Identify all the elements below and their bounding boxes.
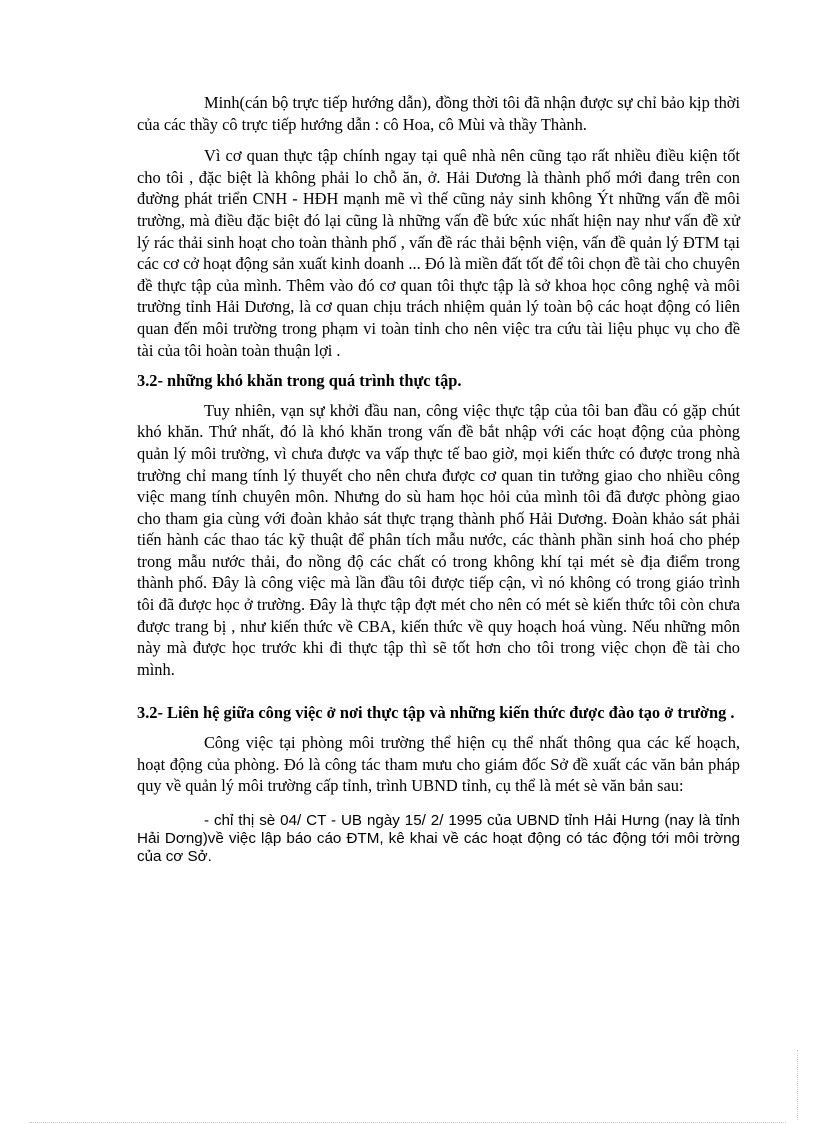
paragraph-1: Minh(cán bộ trực tiếp hướng dẫn), đồng thời tôi đã nhận được sự chỉ bảo kịp thời của các thầy cô trực tiếp hướng dẫn : cô Hoa, cô Mùi và thầy Thành. <box>137 93 740 134</box>
page-edge-marker <box>797 1050 798 1120</box>
paragraph-2: Vì cơ quan thực tập chính ngay tại quê nhà nên cũng tạo rất nhiều điều kiện tốt cho tôi , đặc biệt là không phải lo chỗ ăn, ở. Hải Dương là thành phố mới đang trên con đường phát triển CNH - HĐH mạnh mẽ vì thế cũng nảy sinh không Ýt những vấn đề môi trường, mà điều đặc biệt đó lại cũng là những vấn đề bức xúc nhất hiện nay như vấn đề xử lý rác thải sinh hoạt cho toàn thành phố , vấn đề rác thải bệnh viện, vấn đề quản lý ĐTM tại các cơ cở hoạt động sản xuất kinh doanh ... Đó là miền đất tốt để tôi chọn đề tài cho chuyên đề thực tập của mình. Thêm vào đó cơ quan tôi thực tập là sở khoa học công nghệ và môi trường tỉnh Hải Dương, là cơ quan chịu trách nhiệm quản lý toàn bộ các hoạt động có liên quan đến môi trường trong phạm vi toàn tỉnh cho nên việc tra cứu tài liệu phục vụ cho đề tài của tôi hoàn toàn thuận lợi . <box>137 146 740 360</box>
list-item-directive: - chỉ thị sè 04/ CT - UB ngày 15/ 2/ 1995 của UBND tỉnh Hải Hưng (nay là tỉnh Hải Dơng)về việc lập báo cáo ĐTM, kê khai về các hoạt động có tác động tới môi trờng của cơ Sở. <box>137 811 740 865</box>
paragraph-3: Tuy nhiên, vạn sự khởi đầu nan, công việc thực tập của tôi ban đầu có gặp chút khó khăn. Thứ nhất, đó là khó khăn trong vấn đề bắt nhập với các hoạt động của phòng quản lý môi trường, vì chưa được va vấp thực tế bao giờ, mọi kiến thức có được trong nhà trường chỉ mang tính lý thuyết cho nên chưa được cơ quan tin tưởng giao cho nhiều công việc mang tính chuyên môn. Nhưng do sù ham học hỏi của mình tôi đã được phòng giao cho tham gia cùng với đoàn khảo sát thực trạng thành phố Hải Dương. Đoàn khảo sát phải tiến hành các thao tác kỹ thuật để phân tích mẫu nước, các thành phần sinh hoá cho phép trong mẫu nước thải, đo nồng độ các chất có trong không khí tại mét sè địa điểm trong thành phố. Đây là công việc mà lần đầu tôi được tiếp cận, vì nó không có trong giáo trình tôi đã được học ở trường. Đây là thực tập đợt mét cho nên có mét sè kiến thức tôi còn chưa được trang bị , như kiến thức về CBA, kiến thức về quy hoạch hoá vùng. Nếu những môn này mà được học trước khi đi thực tập thì sẽ tốt hơn cho tôi trong việc chọn đề tài cho mình. <box>137 400 740 679</box>
document-page <box>137 92 740 866</box>
heading-difficulties: 3.2- những khó khăn trong quá trình thực tập. <box>137 371 462 391</box>
paragraph-4: Công việc tại phòng môi trường thể hiện cụ thể nhất thông qua các kế hoạch, hoạt động của phòng. Đó là công tác tham mưu cho giám đốc Sở đề xuất các văn bản pháp quy về quản lý môi trường cấp tỉnh, trình UBND tỉnh, cụ thể là mét sè văn bản sau: <box>137 733 740 796</box>
heading-relation: 3.2- Liên hệ giữa công việc ở nơi thực tập và những kiến thức được đào tạo ở trường . <box>137 703 735 723</box>
